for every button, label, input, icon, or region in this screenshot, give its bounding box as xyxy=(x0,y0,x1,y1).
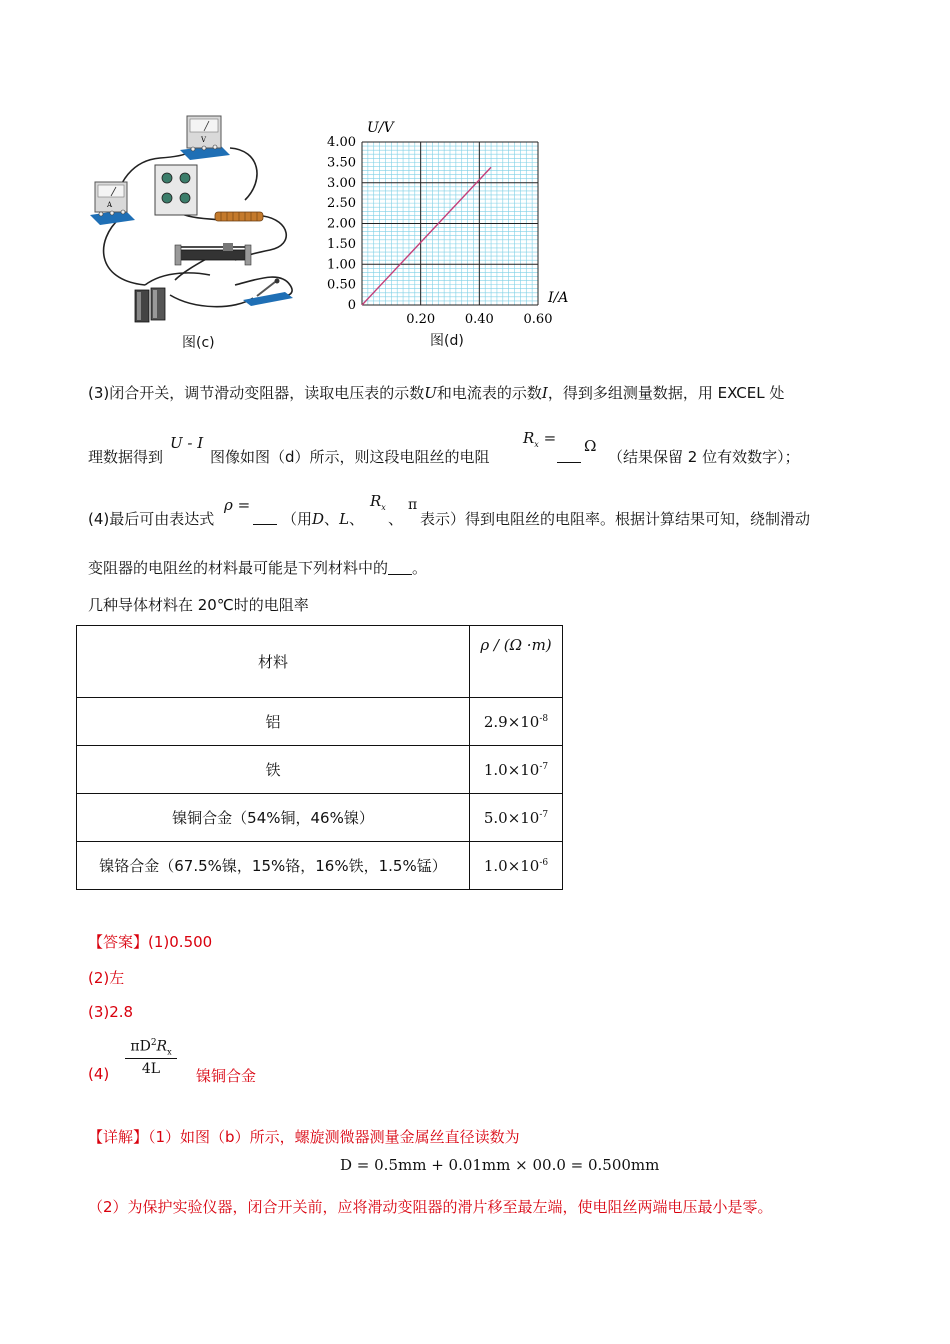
q4-vars: （用D、L、 xyxy=(282,510,365,528)
y-tick-label: 3.50 xyxy=(327,155,356,171)
q3-rx: $R_x$ = xyxy=(523,429,557,449)
q3-ohm: Ω xyxy=(584,437,597,455)
q4-rho: ρ = xyxy=(224,496,251,514)
y-tick-label: 0 xyxy=(347,298,356,313)
voltmeter-label: V xyxy=(201,136,207,144)
y-axis-label: U/V xyxy=(367,120,394,136)
x-tick-labels xyxy=(406,312,552,327)
figure-d-caption: 图(d) xyxy=(430,333,464,349)
ammeter-label: A xyxy=(107,201,113,209)
x-tick-label: 0.60 xyxy=(523,312,553,327)
q3-text-b: 和电流表的示数 xyxy=(436,384,542,402)
q4-text-e: 。 xyxy=(412,559,428,577)
q3-line1 xyxy=(88,382,784,403)
q3-ui-label: U - I xyxy=(170,434,204,452)
ammeter xyxy=(90,182,135,225)
y-tick-label: 2.00 xyxy=(327,216,356,232)
q3-var-i: I xyxy=(541,384,548,402)
detail-label: 【详解】 xyxy=(88,1128,149,1146)
q3-text-e: 图像如图（d）所示，则这段电阻丝的电阻 xyxy=(210,448,490,466)
q4-sep3: 、 xyxy=(388,510,404,528)
answer-line1 xyxy=(88,931,212,952)
q4-pi: π xyxy=(408,497,418,513)
x-axis-label: I/A xyxy=(548,290,569,306)
q4-text-c: 表示）得到电阻丝的电阻率。根据计算结果可知，绕制滑动 xyxy=(420,510,811,528)
x-tick-label: 0.20 xyxy=(406,312,436,327)
detail-formula: D = 0.5mm + 0.01mm × 00.0 = 0.500mm xyxy=(340,1156,660,1174)
header-rho: ρ / (Ω ·m) xyxy=(470,626,563,698)
table-row xyxy=(77,842,563,890)
x-tick-label: 0.40 xyxy=(464,312,494,327)
y-tick-label: 1.00 xyxy=(327,257,356,273)
switch xyxy=(243,279,293,307)
rho-cell: $5.0\times 10^{-7}$ xyxy=(470,794,563,842)
figure-c-caption: 图(c) xyxy=(182,335,215,351)
q3-answer-blank[interactable] xyxy=(557,446,582,465)
table-row xyxy=(77,794,563,842)
q4-rx: $R_x$ xyxy=(370,492,386,512)
y-tick-label: 3.00 xyxy=(327,175,356,191)
y-tick-label: 2.50 xyxy=(327,196,356,212)
q4-text-a: (4)最后可由表达式 xyxy=(88,510,215,528)
rho-cell: $1.0\times 10^{-6}$ xyxy=(470,842,563,890)
q4-line2 xyxy=(88,557,427,578)
header-material: 材料 xyxy=(77,626,470,698)
q4-material-blank[interactable] xyxy=(388,560,412,575)
table-row xyxy=(77,746,563,794)
q4-expression-blank[interactable] xyxy=(253,508,279,527)
circuit-figure xyxy=(85,110,305,351)
detail-line1 xyxy=(88,1126,520,1147)
y-tick-label: 0.50 xyxy=(327,277,356,293)
circuit-diagram xyxy=(85,110,305,330)
answer-2: (2)左 xyxy=(88,969,125,987)
material-cell: 铝 xyxy=(77,698,470,746)
table-title: 几种导体材料在 20℃时的电阻率 xyxy=(88,596,309,614)
q4-text-d: 变阻器的电阻丝的材料最可能是下列材料中的 xyxy=(88,559,389,577)
q3-text-f: （结果保留 2 位有效数字）； xyxy=(608,448,800,466)
material-cell: 铁 xyxy=(77,746,470,794)
q3-text-d: 理数据得到 xyxy=(88,448,164,466)
q3-text-a: (3)闭合开关，调节滑动变阻器，读取电压表的示数 xyxy=(88,384,425,402)
fraction-numerator: $\pi D^2R_x$ xyxy=(125,1038,177,1059)
q3-text-c: ，得到多组测量数据，用 EXCEL 处 xyxy=(547,384,785,402)
y-tick-label: 1.50 xyxy=(327,236,356,252)
y-tick-label: 4.00 xyxy=(327,135,356,150)
voltmeter xyxy=(180,116,230,160)
table-header-row xyxy=(77,626,563,698)
battery xyxy=(135,288,165,322)
resistance-wire-coil xyxy=(215,212,263,221)
answer-1: (1)0.500 xyxy=(148,933,213,951)
ui-graph-figure xyxy=(320,115,580,350)
answer-3: (3)2.8 xyxy=(88,1003,134,1021)
q3-var-u: U xyxy=(424,384,437,402)
material-cell: 镍铜合金（54%铜，46%镍） xyxy=(77,794,470,842)
sliding-rheostat xyxy=(175,243,251,265)
rho-cell: $1.0\times 10^{-7}$ xyxy=(470,746,563,794)
detail-p1: （1）如图（b）所示，螺旋测微器测量金属丝直径读数为 xyxy=(148,1128,520,1146)
material-cell: 镍铬合金（67.5%镍，15%铬，16%铁，1.5%锰） xyxy=(77,842,470,890)
resistance-box xyxy=(155,165,197,215)
detail-p2: （2）为保护实验仪器，闭合开关前，应将滑动变阻器的滑片移至最左端，使电阻丝两端电压最小是零。 xyxy=(88,1198,773,1216)
q3-line2 xyxy=(88,446,163,467)
answer-4-prefix: (4) xyxy=(88,1065,110,1083)
rho-cell: $2.9\times 10^{-8}$ xyxy=(470,698,563,746)
resistivity-table xyxy=(76,625,563,890)
answer-4-fraction xyxy=(125,1038,177,1077)
ui-graph xyxy=(320,115,580,350)
y-tick-labels xyxy=(327,135,356,313)
table-row xyxy=(77,698,563,746)
answer-label: 【答案】 xyxy=(88,933,149,951)
fraction-denominator: 4L xyxy=(141,1061,161,1078)
answer-4-material: 镍铜合金 xyxy=(196,1067,257,1085)
